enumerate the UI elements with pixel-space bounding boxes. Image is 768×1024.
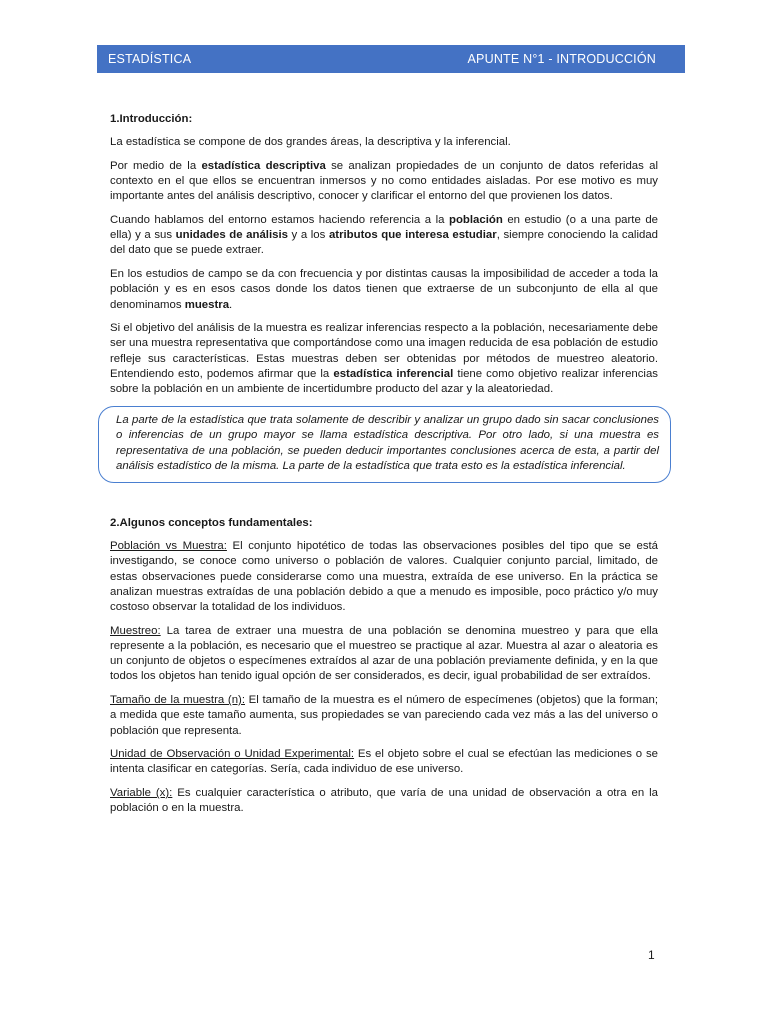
paragraph [110,213,658,259]
definition-text: El conjunto hipotético de todas las observaciones posibles del tipo que se está investigando, se conoce como universo o población de valores. Cualquier conjunto parcial, limitado, de estas observaciones puede considerarse como una muestra, extraída de ese universo. En la práctica se analizan muestras extraídas de una población debido a que a menudo es imposible, poco práctico y/o muy costoso observar la totalidad de los individuos. [110,540,659,614]
bold-term: muestra [184,298,230,311]
paragraph [110,159,658,205]
paragraph-text: , siempre conociendo la calidad del dato que se puede extraer. [110,229,658,257]
definition-item [110,786,658,816]
paragraph [110,267,658,313]
definition-text: Es el objeto sobre el cual se efectúan las mediciones o se intenta clasificar en categorías. Sería, cada individuo de ese universo. [110,748,658,776]
bold-term: unidades de análisis [175,229,288,242]
bold-term: estadística descriptiva [201,159,326,172]
definition-term: Población vs Muestra: [110,540,227,553]
paragraph-text: La estadística se compone de dos grandes áreas, la descriptiva y la inferencial. [110,136,511,149]
paragraph-text: tiene como objetivo realizar inferencias sobre la población en un ambiente de incertidumbre producto del azar y la aleatoriedad. [110,367,658,396]
document-body [110,112,658,825]
bold-term: estadística inferencial [333,367,454,380]
paragraph-text: se analizan propiedades de un conjunto de datos referidas al contexto en el que ellos se encuentran inmersos y no como entidades aisladas. Por ese motivo es muy importante antes del análisis descriptivo, conocer y clarificar el entorno del que provienen los datos. [110,159,658,203]
definition-item [110,693,658,739]
paragraph [110,135,658,150]
header-document-title: APUNTE N°1 - INTRODUCCIÓN [467,52,656,66]
definition-text: La tarea de extraer una muestra de una población se denomina muestreo y para que ella represente a la población, es necesario que el muestreo se practique al azar. Muestra al azar o aleatoria es un conjunto de objetos o especímenes extraídos al azar de una población previamente definida, y en la que todos los objetos han tenido igual opción de ser considerados, es decir, igual probabilidad de ser extraídos. [110,624,658,683]
paragraph [110,321,658,397]
page-header [97,45,685,73]
paragraph-text: . [229,298,233,311]
paragraph-text: Por medio de la [110,159,202,172]
definition-text: Es cualquier característica o atributo, que varía de una unidad de observación a otra en la población o en la muestra. [110,787,659,815]
definition-term: Variable (x): [110,787,173,800]
paragraph-text: en estudio (o a una parte de ella) y a sus [110,214,659,242]
summary-callout: La parte de la estadística que trata solamente de describir y analizar un grupo dado sin sacar conclusiones o inferencias de un grupo mayor se llama estadística descriptiva. Por otro lado, si una muestra es representativa de una población, se pueden deducir importantes conclusiones acerca de esta, a partir del análisis estadístico de la misma. La parte de la estadística que trata esto es la estadística inferencial. [98,406,671,483]
definition-term: Unidad de Observación o Unidad Experimental: [110,748,355,761]
page-number: 1 [648,948,655,962]
paragraph-text: En los estudios de campo se da con frecuencia y por distintas causas la imposibilidad de acceder a toda la población y es en esos casos donde los datos tienen que extraerse de un subconjunto de ella al que denominamos [110,268,658,311]
paragraph-text: Cuando hablamos del entorno estamos haciendo referencia a la [110,214,450,227]
definition-item [110,539,658,615]
section-1-title: 1.Introducción: [110,113,193,125]
definition-text: El tamaño de la muestra es el número de especímenes (objetos) que la forman; a medida que este tamaño aumenta, sus propiedades se van pareciendo cada vez más a las del universo o población que representa. [110,694,658,737]
definition-item [110,624,658,685]
definition-term: Tamaño de la muestra (n): [110,694,245,707]
paragraph-text: y a los [287,229,329,242]
header-subject: ESTADÍSTICA [108,52,192,66]
section-2-title: 2.Algunos conceptos fundamentales: [110,517,313,530]
bold-term: atributos que interesa estudiar [328,229,497,242]
bold-term: población [449,214,503,227]
paragraph-text: Si el objetivo del análisis de la muestra es realizar inferencias respecto a la población, necesariamente debe ser una muestra representativa que comportándose como una imagen reducida de esa población de estudio refleje sus características. Estas muestras deben ser obtenidas por métodos de muestreo aleatorio. Entendiendo esto, podemos afirmar que la [110,322,658,380]
definition-item [110,747,658,777]
definition-term: Muestreo: [110,624,161,637]
